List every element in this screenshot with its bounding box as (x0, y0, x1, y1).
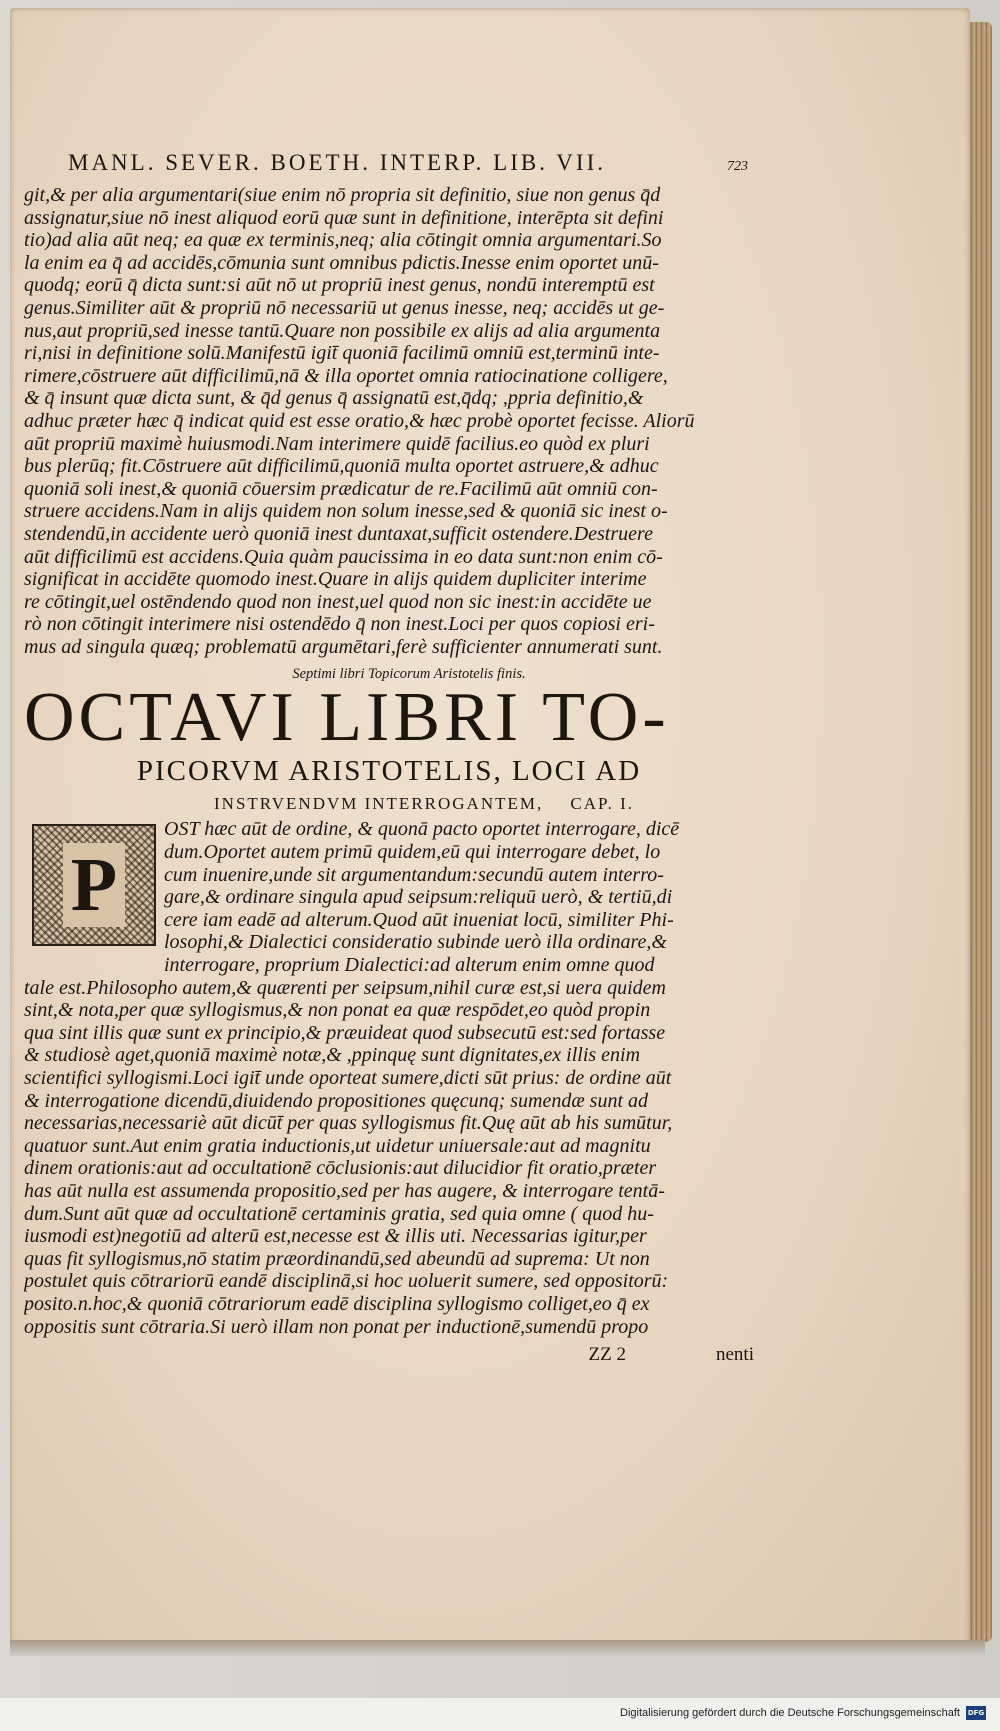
chapter-line: necessarias,necessariè aūt dicūt̄ per quas syllogismus fit.Quę aūt ab his sumūtur, (24, 1112, 673, 1135)
chapter-line: quas fit syllogismus,nō statim præordinandū,sed abeundū ad suprema: Ut non (24, 1247, 650, 1270)
chapter-line: qua sint illis quæ sunt ex principio,& præuideat quod subsecutū est:sed fortasse (24, 1021, 666, 1044)
text-line: quoniā soli inest,& quoniā cōuersim prædicatur de re.Facilimū aūt omniū con- (24, 477, 658, 500)
chapter-line: dinem orationis:aut ad occultationē cōclusionis:aut dilucidior fit oratio,præter (24, 1157, 657, 1180)
chapter-line: has aūt nulla est assumenda propositio,sed per has augere, & interrogare tentā- (24, 1179, 665, 1202)
text-line: assignatur,siue nō inest aliquod eorū quæ sunt in definitione, interēpta sit defini (24, 206, 664, 229)
folio-number: 723 (727, 159, 748, 174)
text-line: rò non cōtingit interimere nisi ostendēdo q̄ non inest.Loci per quos copiosi eri- (24, 613, 655, 636)
text-line: aūt difficilimū est accidens.Quia quàm paucissima in eo data sunt:non enim cō- (24, 545, 663, 568)
page-shadow (10, 1640, 985, 1656)
chapter-heading (214, 794, 634, 814)
chapter-line: dum.Sunt aūt quæ ad occultationē certaminis gratia, sed quia omne ( quod hu- (24, 1202, 654, 1225)
text-line: struere accidens.Nam in alijs quidem non solum inesse,sed & quoniā sic inest o- (24, 500, 668, 523)
text-line: adhuc præter hæc q̄ indicat quid est esse oratio,& hæc probè oportet fecisse. Aliorū (24, 409, 695, 432)
initial-letter: P (63, 843, 125, 927)
chapter-number: CAP. I. (570, 794, 634, 814)
chapter-line: posito.n.hoc,& quoniā cōtrariorum eadē disciplina syllogismo colliget,eo q̄ ex (24, 1292, 650, 1315)
chapter-line: OST hæc aūt de ordine, & quonā pacto oportet interrogare, dicē (164, 818, 680, 841)
dfg-logo-icon: DFG (966, 1706, 986, 1720)
text-line: significat in accidēte quomodo inest.Quare in alijs quidem dupliciter interime (24, 568, 647, 591)
chapter-line: & interrogatione dicendū,diuidendo propositiones quęcunq; sumendæ sunt ad (24, 1089, 649, 1112)
page-content (24, 150, 754, 1366)
body-text (24, 184, 754, 658)
text-line: aūt propriū maximè huiusmodi.Nam interimere quidē facilius.eo quòd ex pluri (24, 432, 650, 455)
text-line: stendendū,in accidente uerò quoniā inest duntaxat,sufficit ostendere.Destruere (24, 522, 653, 545)
text-line: bus plerūq; fit.Cōstruere aūt difficilimū,quoniā multa oportet astruere,& adhuc (24, 455, 659, 478)
chapter-line: & studiosè aget,quoniā maximè notæ,& ,ppinquę sunt dignitates,ex illis enim (24, 1044, 641, 1067)
page-edge-stack (968, 22, 992, 1642)
chapter-line: iusmodi est)negotiū ad alterū est,necesse est & illis uti. Necessarias igitur,per (24, 1225, 647, 1248)
chapter-line: sint,& nota,per quæ syllogismus,& non ponat ea quæ respōdet,eo quòd propin (24, 999, 651, 1022)
footer (620, 1706, 986, 1720)
explicit-line: Septimi libri Topicorum Aristotelis finis. (292, 666, 526, 683)
text-line: ri,nisi in definitione solū.Manifestū igit̄ quoniā facilimū omniū est,terminū inte- (24, 342, 660, 365)
text-line: nus,aut propriū,sed inesse tantū.Quare non possibile ex alijs ad alia argumenta (24, 319, 661, 342)
book-subtitle: PICORVM ARISTOTELIS, LOCI AD (136, 755, 642, 788)
chapter-line: cere iam eadē ad alterum.Quod aūt inueniat locū, similiter Phi- (164, 908, 674, 931)
decorated-initial (32, 824, 156, 946)
chapter-line: tale est.Philosopho autem,& quærenti per seipsum,nihil curæ est,si uera quidem (24, 976, 666, 999)
book-title: OCTAVI LIBRI TO- (24, 679, 670, 757)
footer-credit: Digitalisierung gefördert durch die Deutsche Forschungsgemeinschaft (620, 1707, 960, 1719)
catchwords (24, 1344, 754, 1366)
chapter-line: postulet quis cōtrariorū eandē disciplinā,si hoc uoluerit sumere, sed oppositorū: (24, 1270, 669, 1293)
text-line: genus.Similiter aūt & propriū nō necessariū ut genus inesse, neq; accidēs ut ge- (24, 296, 665, 319)
text-line: tio)ad alia aūt neq; ea quæ ex terminis,neq; alia cōtingit omnia argumentari.So (24, 229, 662, 252)
text-line: mus ad singula quæq; problematū argumētari,ferè sufficienter annumerati sunt. (24, 635, 663, 658)
chapter-line: cum inuenire,unde sit argumentandum:secundū autem interro- (164, 863, 664, 886)
running-head-title: MANL. SEVER. BOETH. INTERP. LIB. VII. (68, 150, 606, 175)
text-line: & q̄ insunt quæ dicta sunt, & q̄d genus q̄ assignatū est,q̄dq; ,ppria definitio,& (24, 387, 644, 410)
chapter-heading-text: INSTRVENDVM INTERROGANTEM, (214, 794, 544, 814)
text-line: la enim ea q̄ ad accidēs,cōmunia sunt omnibus pdictis.Inesse enim oportet unū- (24, 251, 659, 274)
signature-mark: ZZ 2 (588, 1344, 626, 1366)
chapter-line: losophi,& Dialectici consideratio subinde uerò illa ordinare,& (164, 931, 667, 954)
running-head (68, 150, 748, 176)
chapter-line: oppositis sunt cōtraria.Si uerò illam non ponat per inductionē,sumendū propo (24, 1315, 649, 1338)
text-line: re cōtingit,uel ostēndendo quod non inest,uel quod non sic inest:in accidēte ue (24, 590, 652, 613)
chapter-line: quatuor sunt.Aut enim gratia inductionis,ut uidetur uniuersale:aut ad magnitu (24, 1134, 651, 1157)
text-line: rimere,cōstruere aūt difficilimū,nā & illa oportet omnia ratiocinatione colligere, (24, 364, 668, 387)
chapter-line: gare,& ordinare singula apud seipsum:reliquū uerò, & tertiū,di (164, 886, 673, 909)
chapter-line: dum.Oportet autem primū quidem,eū qui interrogare debet, lo (164, 841, 661, 864)
text-line: git,& per alia argumentari(siue enim nō propria sit definitio, siue non genus q̄d (24, 184, 661, 206)
chapter-line: interrogare, proprium Dialectici:ad alterum enim omne quod (164, 954, 655, 977)
chapter-line: scientifici syllogismi.Loci igit̄ unde oporteat sumere,dicti sūt prius: de ordine aūt (24, 1067, 672, 1089)
text-line: quodq; eorū q̄ dicta sunt:si aūt nō ut propriū inest genus, nondū interemptū est (24, 274, 655, 297)
chapter-block (24, 818, 754, 1338)
catchword: nenti (716, 1344, 754, 1366)
